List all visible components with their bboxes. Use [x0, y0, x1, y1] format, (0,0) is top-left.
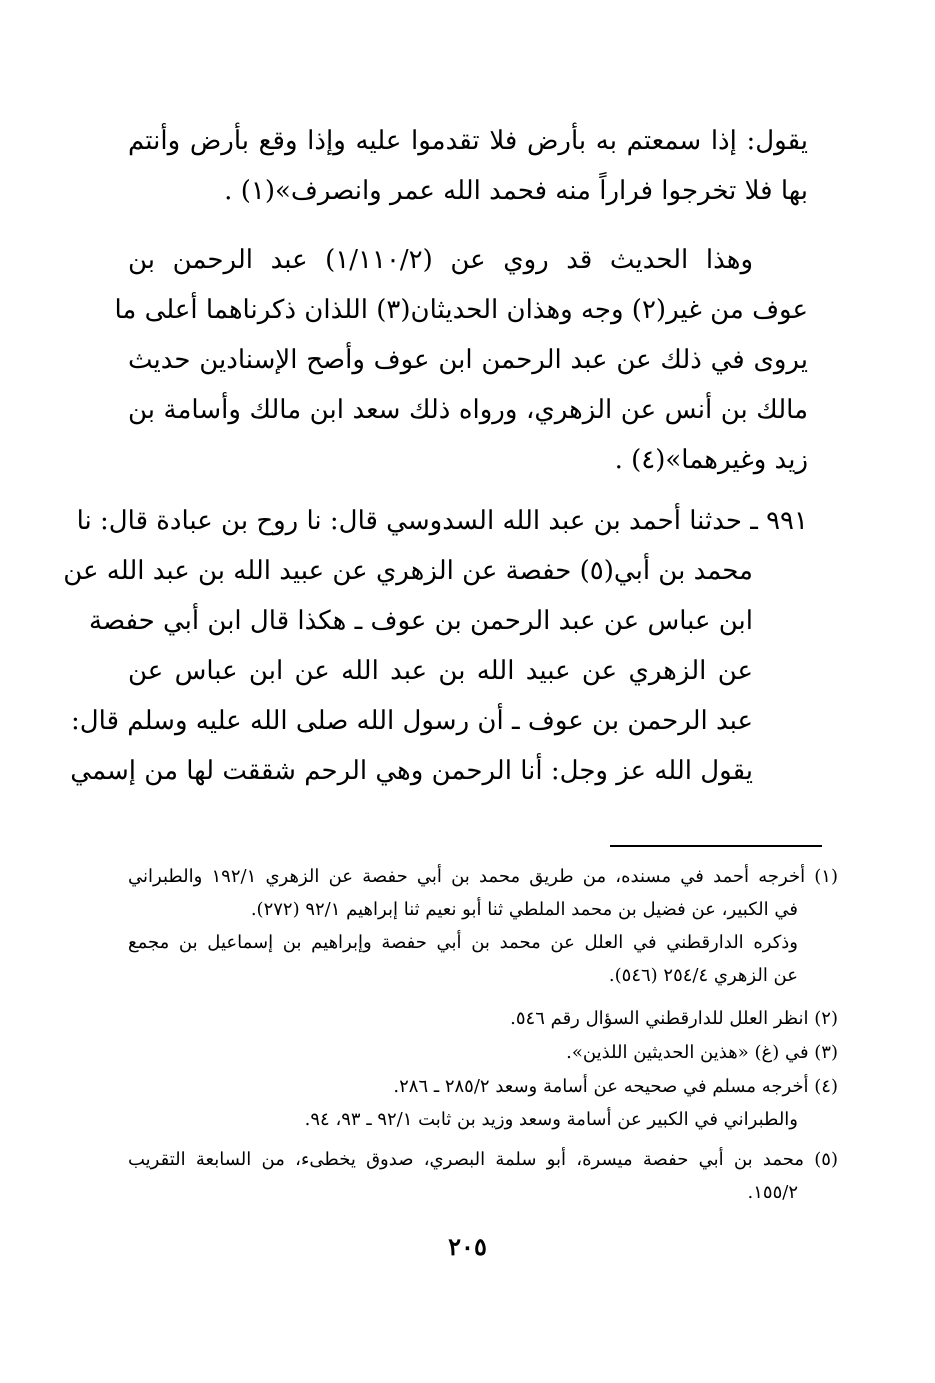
footnote-5	[128, 1143, 838, 1209]
text-line: مالك بن أنس عن الزهري، ورواه ذلك سعد ابن مالك وأسامة بن	[128, 395, 808, 425]
footnote-3	[128, 1036, 838, 1069]
paragraph-hadith-991	[63, 496, 808, 796]
text-line: محمد بن أبي(٥) حفصة عن الزهري عن عبيد الله بن عبد الله عن	[63, 556, 753, 586]
footnote-2	[128, 1002, 838, 1035]
text-line: وهذا الحديث قد روي عن (١/١١٠/٢) عبد الرحمن بن	[128, 245, 753, 275]
text-line: يقول الله عز وجل: أنا الرحمن وهي الرحم شققت لها من إسمي	[70, 756, 753, 786]
text-line: ابن عباس عن عبد الرحمن بن عوف ـ هكذا قال ابن أبي حفصة	[89, 606, 753, 636]
footnote-4	[128, 1070, 838, 1136]
footnote-line: عن الزهري ٢٥٤/٤ (٥٤٦).	[608, 965, 798, 986]
text-line: عبد الرحمن بن عوف ـ أن رسول الله صلى الله عليه وسلم قال:	[71, 706, 753, 736]
text-line: يروى في ذلك عن عبد الرحمن ابن عوف وأصح الإسنادين حديث	[128, 345, 808, 375]
footnote-line: والطبراني في الكبير عن أسامة وسعد وزيد بن ثابت ٩٢/١ ـ ٩٣، ٩٤.	[304, 1109, 798, 1130]
footnote-separator	[610, 845, 822, 847]
text-line: ٩٩١ ـ حدثنا أحمد بن عبد الله السدوسي قال: نا روح بن عبادة قال: نا	[76, 506, 808, 536]
footnote-line: ١٥٥/٢.	[747, 1182, 798, 1203]
footnote-line: (٣) في (غ) «هذين الحديثين اللذين».	[566, 1042, 838, 1063]
footnote-line: وذكره الدارقطني في العلل عن محمد بن أبي حفصة وإبراهيم بن إسماعيل بن مجمع	[128, 932, 798, 953]
text-line: يقول: إذا سمعتم به بأرض فلا تقدموا عليه وإذا وقع بأرض وأنتم	[128, 126, 809, 156]
footnote-line: (٢) انظر العلل للدارقطني السؤال رقم ٥٤٦.	[510, 1008, 838, 1029]
footnote-line: (١) أخرجه أحمد في مسنده، من طريق محمد بن أبي حفصة عن الزهري ١٩٢/١ والطبراني	[128, 866, 838, 887]
text-line: عوف من غير(٢) وجه وهذان الحديثان(٣) اللذان ذكرناهما أعلى ما	[114, 295, 808, 325]
footnote-line: (٥) محمد بن أبي حفصة ميسرة، أبو سلمة البصري، صدوق يخطىء، من السابعة التقريب	[128, 1149, 838, 1170]
text-line: زيد وغيرهما»(٤) .	[614, 445, 808, 475]
footnote-1	[128, 860, 838, 992]
footnote-line: في الكبير، عن فضيل بن محمد الملطي ثنا أبو نعيم ثنا إبراهيم ٩٢/١ (٢٧٢).	[250, 899, 798, 920]
paragraph-hadith-end	[128, 116, 808, 216]
text-line: بها فلا تخرجوا فراراً منه فحمد الله عمر وانصرف»(١) .	[224, 176, 808, 206]
paragraph-commentary	[114, 235, 808, 485]
footnote-line: (٤) أخرجه مسلم في صحيحه عن أسامة وسعد ٢٨٥/٢ ـ ٢٨٦.	[393, 1076, 838, 1097]
page-number: ٢٠٥	[448, 1232, 487, 1261]
text-line: عن الزهري عن عبيد الله بن عبد الله عن ابن عباس عن	[128, 656, 753, 686]
